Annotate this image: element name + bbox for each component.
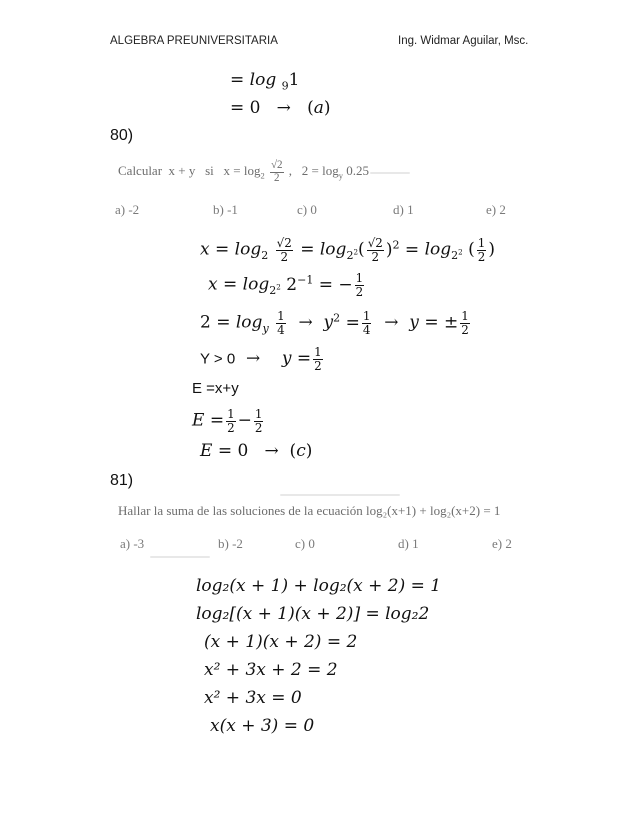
problem-80-statement: Calcular x + y si $x = \log_2$ $\frac{√2}{2}$ , $2 = \log_y 0.25$ <box>118 159 369 184</box>
p80-line-1: $x = \log_2$ $\frac{√2}{2}$ = $\log_{2^2}$( $\frac{√2}{2}$ )$^2 = \log_{2^2}$ ( $\frac{1}{2}$ ) <box>200 236 496 264</box>
p80-line-4: Y > 0 → y = $\frac{1}{2}$ <box>200 345 322 373</box>
p80-line-7: E = 0 → (c) <box>200 441 313 461</box>
p81-line-3: (x + 1)(x + 2) = 2 <box>204 632 358 652</box>
p80-line-3: $2 = \log_y$ $\frac{1}{4}$ → $y^2$ = $\frac{1}{4}$ → y = ± $\frac{1}{2}$ <box>200 309 469 337</box>
p81-line-1: log₂(x + 1) + log₂(x + 2) = 1 <box>196 576 442 596</box>
problem-81-label: 81) <box>110 472 134 489</box>
problem-81-statement: Hallar la suma de las soluciones de la ecuación log₂(x+1) + log₂(x+2) = 1 <box>118 503 501 518</box>
option-81-d: d) 1 <box>398 536 419 551</box>
top-line-1: = log $_9$1 <box>230 70 300 93</box>
p81-line-4: x² + 3x + 2 = 2 <box>204 660 338 680</box>
p80-line-5: E =x+y <box>192 380 239 397</box>
option-81-b: b) -2 <box>218 536 243 551</box>
option-80-e: e) 2 <box>486 202 506 217</box>
option-80-b: b) -1 <box>213 202 238 217</box>
header-title: ALGEBRA PREUNIVERSITARIA <box>110 35 278 47</box>
p80-line-2: $x = \log_{2^2} 2^{-1}$ = − $\frac{1}{2}$ <box>208 271 364 299</box>
scan-noise <box>280 494 400 496</box>
p81-line-2: log₂[(x + 1)(x + 2)] = log₂2 <box>196 604 430 624</box>
p80-line-6: E = $\frac{1}{2}$ − $\frac{1}{2}$ <box>192 407 263 435</box>
option-80-a: a) -2 <box>115 202 140 217</box>
option-81-c: c) 0 <box>295 536 315 551</box>
option-81-a: a) -3 <box>120 536 145 551</box>
top-line-2: = 0 → (a) <box>230 98 331 118</box>
scan-noise <box>370 172 410 174</box>
p81-line-5: x² + 3x = 0 <box>204 688 302 708</box>
p81-line-6: x(x + 3) = 0 <box>210 716 315 736</box>
option-80-c: c) 0 <box>297 202 317 217</box>
problem-80-label: 80) <box>110 127 134 144</box>
option-80-d: d) 1 <box>393 202 414 217</box>
option-81-e: e) 2 <box>492 536 512 551</box>
header-author: Ing. Widmar Aguilar, Msc. <box>398 35 529 47</box>
scan-noise <box>150 556 210 558</box>
